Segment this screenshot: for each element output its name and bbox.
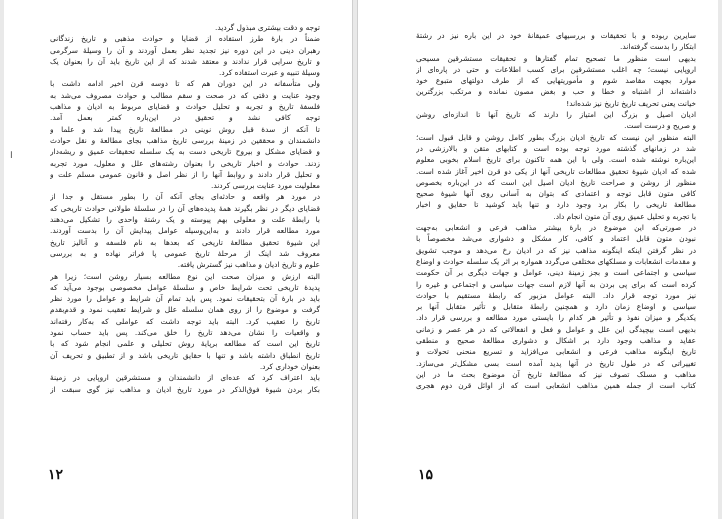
text-line: معلولیت مورد عنایت بررسی کردند. [211, 181, 320, 191]
left-page-number: ۱۲ [48, 467, 64, 483]
text-line: گرفت و موضوع را از روی همان سلسله علل و شرایط تعقیب نمود و قدم‌بقدم [50, 305, 320, 315]
text-line: وجود عنایت و دقتی که در صحت و سقم مطالب و حوادث مصروف می‌شد به [50, 90, 320, 100]
text-line: پدیدهٔ تاریخی تحت شرایط خاص و سلسلهٔ عوامل مخصوصی بوجود می‌آید که [50, 282, 320, 292]
text-line: بدیهی است بیچیدگی این علل و عوامل و فعل و انفعالاتی که در هر عصر و زمانی [416, 324, 696, 334]
text-line: دانشمندان و محققین در زمینهٔ بررسی تاریخ مذاهب بجای مطالعهٔ و نقل حوادث [50, 135, 320, 145]
text-line: با رابطهٔ علت و معلولی بهم پیوسته و یک رشتهٔ واحدی را تشکیل می‌دهند [50, 215, 320, 225]
text-line: موارد بجهت مقاصد شوم و مأموریتهایی که از طرف دولتهای متبوع خود [416, 76, 696, 86]
text-line: ادیان اصیل و بزرگ این امتیاز را دارند که تاریخ آنها تا اندازه‌ای روشن [416, 110, 696, 120]
text-line: تاریخ انطباق داشته باشد و تنها با حقایق تاریخی باشد و از تطبیق و تحریف آن [50, 350, 320, 360]
text-line: داشته‌اند از اشتباه و خطا و حب و بغض مصون نمانده و مرتکب بزرگترین [416, 87, 696, 97]
text-line: مطالعهٔ تاریخی را بکار برد وجود دارد و تنها باید کوشید تا حقایق و اخبار [416, 200, 696, 210]
text-line: اروپایی نیست؛ چه اغلب مستشرقین برای کسب اطلاعات و حتی در پاره‌ای از [416, 64, 696, 74]
text-line: با تجربه و تحلیل عمیق روی آن متون انجام داد. [553, 211, 696, 221]
text-line: ابتکار را بدست گرفته‌اند. [620, 42, 696, 52]
text-line: معروف شد اینک از مرحلهٔ تاریخ عمومی پا فراتر نهاده و به بررسی [50, 248, 320, 258]
text-line: سیاسی و اجتماعی است و بجز زمینهٔ دینی، عوامل و جهات دیگری بر آن حکومت [416, 268, 696, 278]
text-line: زدند. حوادث و اخبار تاریخی را بعنوان رشته‌های علل و معلول، مورد تجربه [50, 158, 320, 168]
text-line: خیانت یعنی تحریف تاریخ تاریخ نیز شده‌اند! [566, 98, 696, 108]
text-line: نبودن متون قابل اعتماد و کافی، کار مشکل و دشواری می‌شد مخصوصاً با [416, 234, 696, 244]
text-line: توجه و دقت بیشتری مبذول گردید. [215, 23, 320, 32]
margin-mark: ׀ [10, 150, 13, 160]
text-line: باید اعتراف کرد که عده‌ای از دانشمندان و مستشرقین اروپایی در زمینهٔ [50, 373, 320, 383]
text-line: رهبران دینی در این دوره نیز تجدید نظر بعمل آوردند و آن را وسیلهٔ سرگرمی [50, 45, 320, 55]
text-line: البته ارزش و میزان صحت این نوع مطالعه بسیار روشن است؛ زیرا هر [50, 271, 320, 281]
text-line: علوم و تاریخ ادیان و مذاهب نیز گسترش یافته. [177, 260, 320, 270]
text-line: و مقدمات انشعابات و مسلکهای مختلفی می‌گردد همواره بر اثر یک سلسله حوادث و اوضاع [416, 256, 696, 266]
right-page-text [416, 30, 696, 392]
text-line: باید در بارهٔ آن بتحقیقات نمود. پس باید تمام آن شرایط و عوامل را مورد نظر [50, 294, 320, 304]
text-line: سیاسی و اوضاع زمان دارد و همچنین رابطهٔ متقابل و تأثیر متقابل آنها بر [416, 302, 696, 312]
text-line: ولی متأسفانه در این دوران هم که تا دوسه قرن اخیر ادامه داشت با [50, 79, 320, 89]
text-line: در مورد هر واقعه و حادثه‌ای بجای آنکه آن را بطور مستقل و جدا از [50, 192, 320, 202]
text-line: بدیهی است منظور ما تصحیح تمام گفتارها و تحقیقات مستشرقین مسیحی [416, 53, 696, 63]
text-line: شد در زمانهای گذشته مورد توجه بوده است و کتابهای متقن و بالارزشی در [416, 143, 696, 153]
text-line: در صورتی‌که این موضوع در بارهٔ بیشتر مذاهب فرعی و انشعابی به‌جهت [416, 223, 696, 233]
text-line: ضمناً در بارهٔ طرز استفاده از قضایا و حوادث مذهبی و تاریخ زندگانی [50, 34, 320, 44]
text-line: کرده است که برای پی بردن به آنها لازم است جهات سیاسی و اجتماعی و غیره را [416, 279, 696, 289]
text-line: مورد مطالعه قرار دادند و به‌این‌وسیله عوامل پیدایش آن را بدست آوردند. [50, 226, 320, 236]
text-line: وسیلهٔ تنبیه و عبرت استفاده کرد. [219, 68, 320, 78]
text-line: البته منظور این نیست که تاریخ ادیان بزرگ بطور کامل روشن و قابل قبول است؛ [416, 132, 696, 142]
text-line: نیز مورد توجه قرار داد. البته عوامل مزبور که رابطهٔ مستقیم با حوادث [416, 290, 696, 300]
text-line: تاریخ را تعقیب کرد. البته باید توجه داشت که عواملی که به‌کار رفته‌اند [50, 316, 320, 326]
text-line: تاریخ اینگونه مذاهب فرعی و انشعابی می‌افزاید و تسریع منحنی تحولات و [416, 347, 696, 357]
text-line: سایرین ربوده و با تحقیقات و بررسیهای عمیقانهٔ خود در این باره نیز در رشتهٔ [416, 31, 696, 40]
text-line: و واقعیات را نشان می‌دهد تاریخ را خلق می‌کند. پس باید حساب نمود [50, 328, 320, 338]
text-line: کتاب است از جمله همین مذاهب انشعابی است که از اوائل قرن دوم هجری [416, 381, 696, 391]
left-page-text [50, 22, 320, 395]
text-line: تاریخ این است که مطالعه برپایهٔ روش تحلیلی و علمی انجام شود که با [50, 339, 320, 349]
text-line: عقاید و مذاهب وجود دارد بر اشکال و دشواری مطالعهٔ صحیح و منطقی [416, 336, 696, 346]
text-line: قضایای دیگر در نظر بگیرند همهٔ پدیده‌های آن را در سلسلهٔ طولانی حوادث تاریخی که [50, 203, 320, 213]
text-line: توجه کافی نشد و تحقیق در این‌باره کمتر بعمل آمد. [50, 113, 320, 123]
text-line: تا آنکه از سدهٔ قبل روش نوینی در مطالعهٔ تاریخ پیدا شد و علما و [50, 124, 320, 134]
text-line: منظور از روشن و صراحت تاریخ ادیان اصیل این است که در این‌باره بخصوص [416, 177, 696, 187]
right-page [357, 0, 718, 519]
text-line: و قضایای مشکل و بیروح تاریخی دست به یک سلسله تحقیقات عمیق و ریشه‌دار [50, 147, 320, 157]
text-line: فلسفهٔ تاریخ و تجربه و تحلیل حوادث و قضایای مربوط به ادیان و مذاهب [50, 102, 320, 112]
text-line: در نظر گرفتن اینکه اینگونه مذاهب نیز که در ادیان رخ می‌دهد و موجب تشویق [416, 245, 696, 255]
text-line: بکار بردن شیوهٔ فوق‌الذکر در مورد تاریخ ادیان و مذاهب نیز گوی سبقت از [50, 384, 320, 394]
text-line: یکدیگر و میزان نفوذ و تأثیر هر کدام را بایستی مورد مطالعه و بررسی قرار داد. [416, 313, 696, 323]
text-line: شده که ادیان شیوهٔ تحقیق مطالعات تاریخی آنها از یکی دو قرن اخیر آغاز شده است. [416, 166, 696, 176]
text-line: این‌باره نوشته شده است. ولی با این همه تاکنون برای تاریخ اسلام بخوبی معلوم [416, 155, 696, 165]
text-line: کافی متون قابل توجه و اعتمادی که بتوان به آسانی روی آنها شیوهٔ صحیح [416, 189, 696, 199]
text-line: تغییراتی که در طول تاریخ در آنها پدید آمده است بسی مشکل‌تر می‌سازد. [416, 358, 696, 368]
text-line: و صریح و درست است. [624, 121, 696, 131]
text-line: بعنوان خوداری کرد. [259, 361, 320, 371]
right-page-number: ۱۵ [418, 467, 434, 483]
left-page [4, 0, 353, 519]
text-line: و تحلیل قرار دادند و روابط آنها را از نظر اصل و قانون عمومی مسلم علت و [50, 169, 320, 179]
text-line: این شیوهٔ تحقیق مطالعهٔ تاریخی که بعدها به نام فلسفه و آنالیز تاریخ [50, 237, 320, 247]
text-line: و تاریخ سرایی قرار ندادند و معتقد شدند که از این تاریخ باید آن را بعنوان یک [50, 56, 320, 66]
text-line: مذاهب و مسلک تصوف نیز که مطالعهٔ تاریخ آن موضوع بحث ما در این [416, 369, 696, 379]
